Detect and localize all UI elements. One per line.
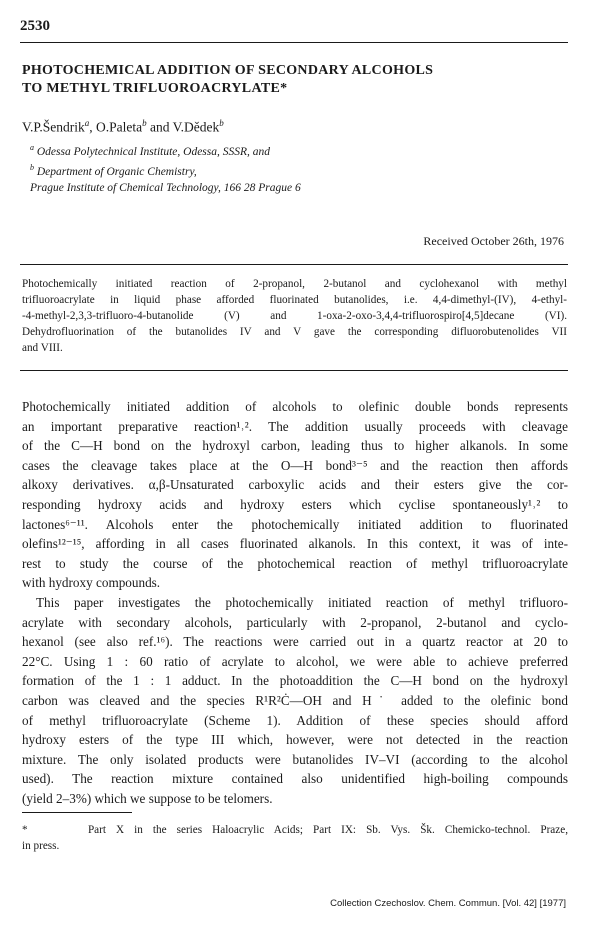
body-line: rest to study the course of the photochemical reaction of methyl trifluoroacrylate	[22, 555, 568, 571]
affiliation-line: Prague Institute of Chemical Technology, 166 28 Prague 6	[30, 181, 301, 194]
title-line-1: PHOTOCHEMICAL ADDITION OF SECONDARY ALCOHOLS	[22, 63, 434, 78]
affiliation-list	[30, 140, 550, 196]
body-line: of the C—H bond on the hydroxyl carbon, leading thus to higher alkanols. In some	[22, 438, 568, 454]
abstract-line: -4-methyl-2,3,3-trifluoro-4-butanolide (V) and 1-oxa-2-oxo-3,4,4-trifluorospiro[4,5]decane (VI).	[22, 310, 567, 322]
body-line: of methyl trifluoroacrylate (Scheme 1). Addition of these species should afford	[22, 712, 568, 728]
body-line: alkoxy derivatives. α,β-Unsaturated carboxylic acids and their esters give the cor-	[22, 477, 568, 493]
author-2-affil-mark: b	[142, 118, 147, 128]
author-list	[22, 118, 224, 136]
footnote-line: * Part X in the series Haloacrylic Acids; Part IX: Sb. Vys. Šk. Chemicko-technol. Praze,	[22, 824, 568, 836]
author-3: V.Dědek	[172, 119, 220, 135]
abstract-line: trifluoroacrylate in liquid phase afforded fluorinated butanolides, i.e. 4,4-dimethyl-(IV), 4-ethyl-	[22, 294, 567, 306]
footnote-rule	[22, 812, 132, 813]
body-line: acrylate with secondary alcohols, particularly with 2-propanol, 2-butanol and cyclo-	[22, 614, 568, 630]
article-title	[22, 62, 562, 98]
body-line: hydroxy esters of the type III which, however, were not detected in the reaction	[22, 732, 568, 748]
abstract-line: Dehydrofluorination of the butanolides IV and V gave the corresponding difluorobutenolides VII	[22, 326, 567, 338]
author-separator: ,	[89, 119, 97, 135]
author-2: O.Paleta	[96, 119, 143, 135]
journal-reference: Collection Czechoslov. Chem. Commun. [Vol. 42] [1977]	[330, 898, 566, 909]
body-line: an important preparative reaction¹˒². The addition usually proceeds with cleavage	[22, 418, 568, 434]
body-text	[22, 397, 568, 808]
body-line: lactones⁶⁻¹¹. Alcohols enter the photochemically initiated addition to fluorinated	[22, 516, 568, 532]
page-number: 2530	[20, 18, 50, 34]
body-line: mixture. The only isolated products were butanolides IV–VI (according to the alcohol	[22, 751, 568, 767]
body-line: Photochemically initiated addition of alcohols to olefinic double bonds represents	[22, 399, 568, 414]
affiliation-line: $^a$ Odessa Polytechnical Institute, Odessa, SSSR, and	[30, 143, 271, 158]
body-line: carbon was cleaved and the species R¹R²Ċ—OH and H˙ added to the olefinic bond	[22, 692, 568, 708]
body-line: hexanol (see also ref.¹⁶). The reactions were carried out in a quartz reactor at 20 to	[22, 634, 568, 650]
abstract	[22, 276, 567, 356]
abstract-line: and VIII.	[22, 342, 63, 354]
header-rule	[20, 42, 568, 43]
author-1: V.P.Šendrik	[22, 119, 85, 135]
abstract-rule-top	[20, 264, 568, 265]
body-line: with hydroxy compounds.	[22, 575, 161, 591]
footnote-mark: *	[22, 824, 28, 836]
body-line: formation of the 1 : 1 adduct. In the photoaddition the C—H bond on the hydroxyl	[22, 673, 568, 689]
body-line: cases the cleavage takes place at the O—H bond³⁻⁵ and the reaction then affords	[22, 457, 568, 473]
abstract-rule-bottom	[20, 370, 568, 371]
body-line: olefins¹²⁻¹⁵, affording in all cases fluorinated alkanols. In this context, it was of inte-	[22, 536, 568, 552]
affiliation-line: $^b$ Department of Organic Chemistry,	[30, 162, 197, 178]
author-separator: and	[146, 119, 173, 135]
author-3-affil-mark: b	[219, 118, 224, 128]
body-line: responding hydroxy acids and hydroxy esters which cyclise spontaneously¹˒² to	[22, 496, 568, 512]
footnote-line: in press.	[22, 840, 60, 852]
abstract-line: Photochemically initiated reaction of 2-propanol, 2-butanol and cyclohexanol with methyl	[22, 278, 567, 290]
author-1-affil-mark: a	[84, 118, 90, 128]
body-line: used). The reaction mixture contained also unidentified high-boiling compounds	[22, 771, 568, 787]
received-date: Received October 26th, 1976	[423, 234, 564, 248]
body-line: This paper investigates the photochemically initiated reaction of methyl trifluoro-	[36, 594, 568, 610]
body-line: (yield 2–3%) which we suppose to be telomers.	[22, 790, 273, 806]
title-line-2: TO METHYL TRIFLUOROACRYLATE*	[22, 81, 288, 96]
body-line: 22°C. Using 1 : 60 ratio of acrylate to alcohol, we were able to achieve preferred	[22, 653, 568, 669]
footnote	[22, 822, 568, 854]
